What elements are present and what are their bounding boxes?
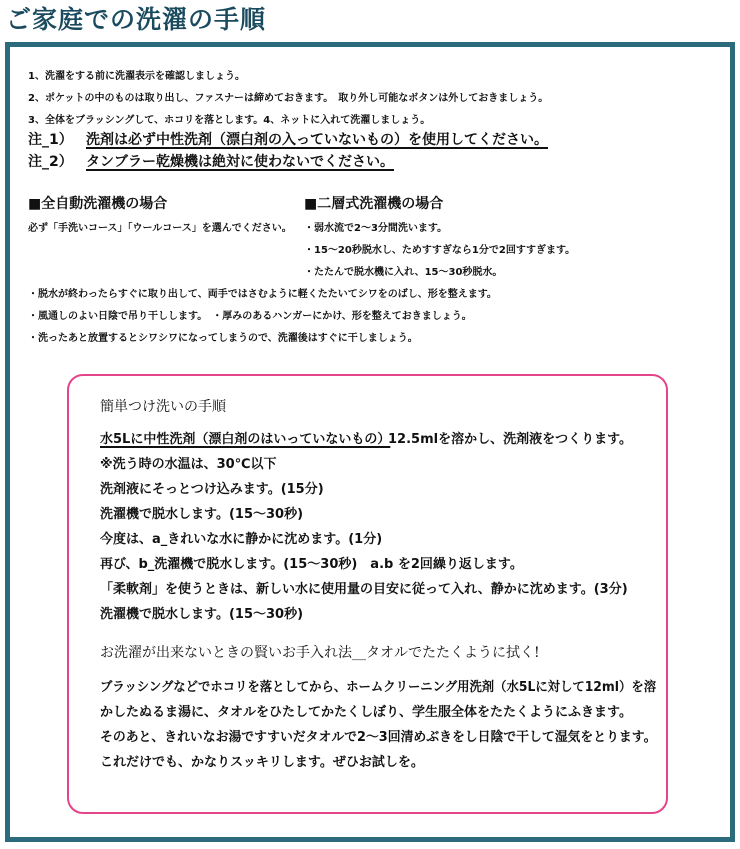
- care-heading: お洗濯が出来ないときの賢いお手入れ法__タオルでたたくように拭く!: [100, 645, 540, 661]
- care-line: そのあと、きれいなお湯ですすいだタオルで2～3回清めぶきをし日陰で干して湿気をとります。: [100, 730, 657, 745]
- instruction-3-4: 3、全体をブラッシングして、ホコリを落とします。4、ネットに入れて洗濯しましょう。: [28, 115, 431, 126]
- auto-washer-text: 必ず「手洗いコース」「ウールコース」を選んでください。: [28, 223, 292, 234]
- after-wash-item: ・脱水が終わったらすぐに取り出して、両手ではさむように軽くたたいてシワをのばし、形を整えます。: [28, 289, 497, 300]
- after-wash-item: ・風通しのよい日陰で吊り干しします。 ・厚みのあるハンガーにかけ、形を整えておきましょう。: [28, 311, 472, 322]
- simple-step: 今度は、a_きれいな水に静かに沈めます。(1分): [100, 532, 383, 547]
- care-line: これだけでも、かなりスッキリします。ぜひお試しを。: [100, 755, 424, 770]
- care-line: ブラッシングなどでホコリを落としてから、ホームクリーニング用洗剤（水5Lに対して12ml）を溶: [100, 680, 657, 695]
- simple-step: 洗濯機で脱水します。(15～30秒): [100, 607, 304, 622]
- simple-step-1-underlined: 水5Lに中性洗剤（漂白剤のはいっていないもの）: [100, 432, 391, 447]
- note-1-text: 洗剤は必ず中性洗剤（漂白剤の入っていないもの）を使用してください。: [86, 132, 548, 148]
- simple-step-1-rest: 12.5mlを溶かし、洗剤液をつくります。: [388, 432, 633, 447]
- instruction-1: 1、洗濯をする前に洗濯表示を確認しましょう。: [28, 71, 245, 82]
- twin-washer-heading: ■二層式洗濯機の場合: [304, 196, 444, 212]
- note-1-label: 注_1）: [28, 132, 73, 148]
- after-wash-item: ・洗ったあと放置するとシワシワになってしまうので、洗濯後はすぐに干しましょう。: [28, 333, 418, 344]
- simple-step: ※洗う時の水温は、30℃以下: [100, 457, 277, 472]
- instruction-2: 2、ポケットの中のものは取り出し、ファスナーは締めておきます。 取り外し可能なボタンは外しておきましょう。: [28, 93, 549, 104]
- simple-wash-heading: 簡単つけ洗いの手順: [100, 399, 226, 415]
- simple-step: 洗剤液にそっとつけ込みます。(15分): [100, 482, 324, 497]
- twin-washer-item: ・15～20秒脱水し、ためすすぎなら1分で2回すすぎます。: [304, 245, 576, 256]
- auto-washer-heading: ■全自動洗濯機の場合: [28, 196, 168, 212]
- note-2-text: タンブラー乾燥機は絶対に使わないでください。: [86, 154, 394, 170]
- note-2-label: 注_2）: [28, 154, 73, 170]
- twin-washer-item: ・弱水流で2～3分間洗います。: [304, 223, 448, 234]
- page-title: ご家庭での洗濯の手順: [6, 5, 267, 34]
- care-line: かしたぬるま湯に、タオルをひたしてかたくしぼり、学生服全体をたたくようにふきます。: [100, 705, 632, 720]
- simple-step: 再び、b_洗濯機で脱水します。(15～30秒) a.b を2回繰り返します。: [100, 557, 523, 572]
- twin-washer-item: ・たたんで脱水機に入れ、15～30秒脱水。: [304, 267, 503, 278]
- simple-step: 「柔軟剤」を使うときは、新しい水に使用量の目安に従って入れ、静かに沈めます。(3分): [100, 582, 628, 597]
- simple-step: 洗濯機で脱水します。(15～30秒): [100, 507, 304, 522]
